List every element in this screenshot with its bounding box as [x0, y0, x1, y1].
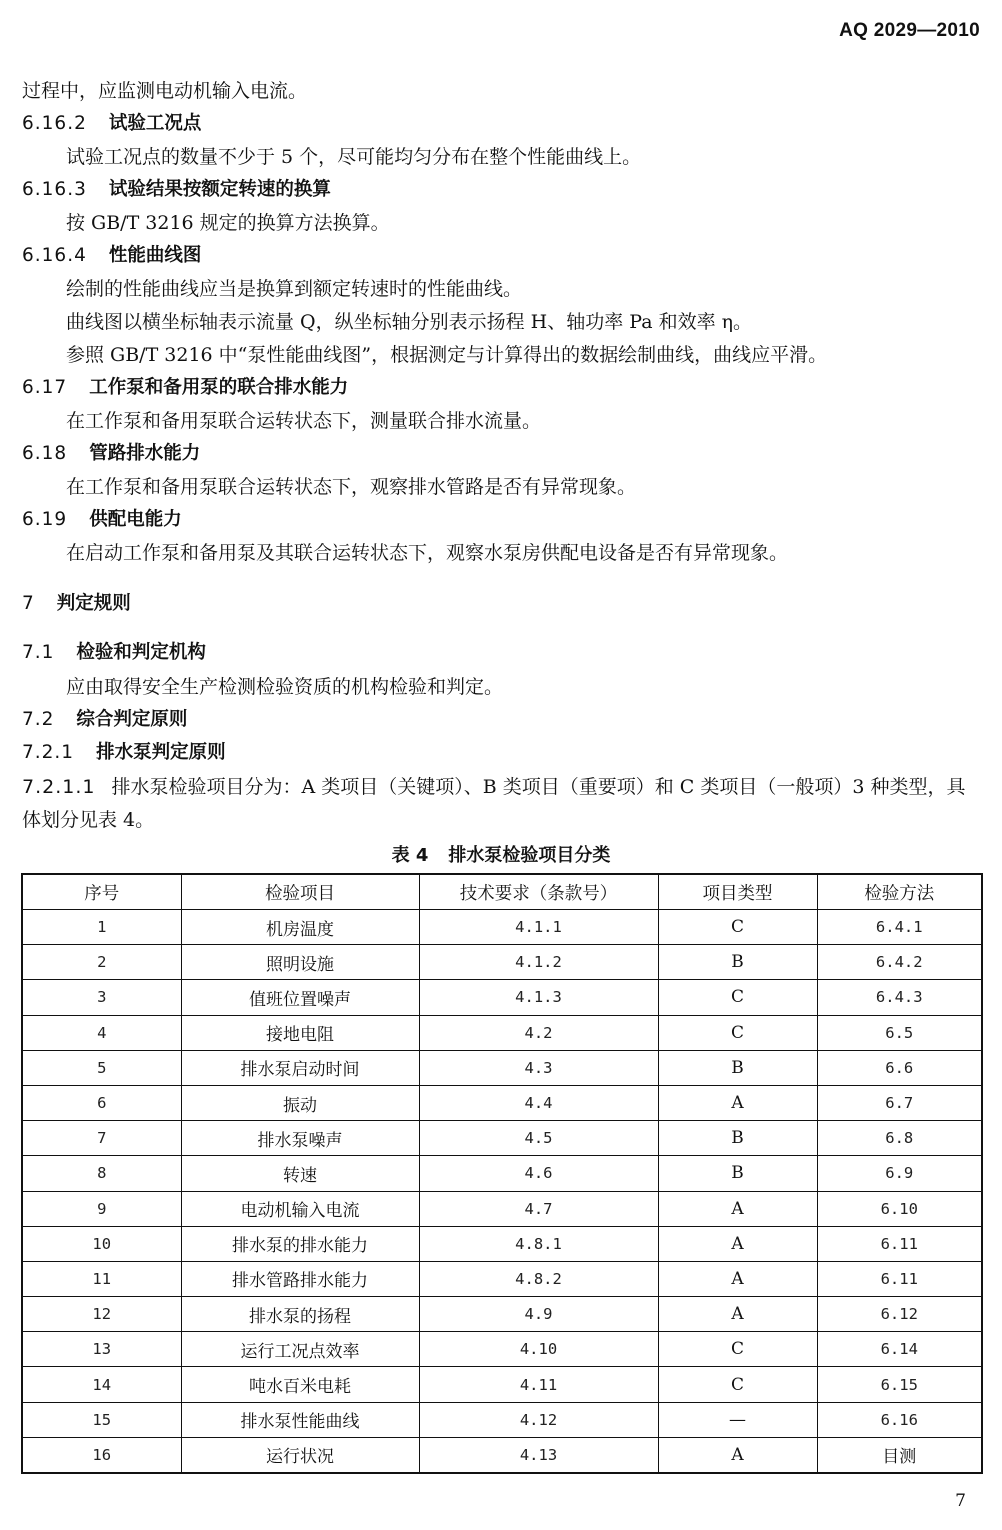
cell-type: A — [658, 1191, 817, 1226]
section-title: 检验和判定机构 — [76, 642, 206, 663]
cell-seq: 13 — [22, 1332, 181, 1367]
cell-method: 6.12 — [817, 1297, 982, 1332]
section-heading-6-19 — [22, 508, 182, 532]
section-title: 试验结果按额定转速的换算 — [108, 179, 331, 200]
cell-item: 机房温度 — [181, 910, 419, 945]
cell-requirement: 4.1.3 — [419, 980, 658, 1015]
table-row — [22, 1226, 982, 1261]
section-number: 6.17 — [22, 377, 68, 398]
section-heading-6-16-4 — [22, 244, 201, 268]
cell-item: 运行工况点效率 — [181, 1332, 419, 1367]
inspection-items-table — [21, 873, 983, 1474]
table-row — [22, 1402, 982, 1437]
cell-seq: 4 — [22, 1015, 181, 1050]
body-line: 绘制的性能曲线应当是换算到额定转速时的性能曲线。 — [66, 278, 523, 300]
cell-type: B — [658, 1121, 817, 1156]
clause-text: 排水泵检验项目分为：A 类项目（关键项）、B 类项目（重要项）和 C 类项目（一般项）3 种类型，具体划分见表 4。 — [22, 776, 966, 831]
section-heading-7-2 — [22, 708, 187, 732]
header-seq: 序号 — [22, 874, 181, 910]
table-row — [22, 1261, 982, 1296]
cell-requirement: 4.10 — [419, 1332, 658, 1367]
cell-seq: 2 — [22, 945, 181, 980]
section-title: 试验工况点 — [108, 113, 202, 134]
cell-type: B — [658, 945, 817, 980]
body-line: 参照 GB/T 3216 中“泵性能曲线图”，根据测定与计算得出的数据绘制曲线，曲线应平滑。 — [66, 344, 828, 366]
body-line: 在工作泵和备用泵联合运转状态下，观察排水管路是否有异常现象。 — [66, 476, 637, 498]
cell-requirement: 4.8.2 — [419, 1261, 658, 1296]
table-row — [22, 1085, 982, 1120]
section-number: 7.1 — [22, 642, 55, 663]
cell-seq: 7 — [22, 1121, 181, 1156]
cell-requirement: 4.6 — [419, 1156, 658, 1191]
cell-type: A — [658, 1085, 817, 1120]
cell-seq: 9 — [22, 1191, 181, 1226]
body-line: 在启动工作泵和备用泵及其联合运转状态下，观察水泵房供配电设备是否有异常现象。 — [66, 542, 789, 564]
table-caption — [0, 841, 1002, 867]
table-row — [22, 980, 982, 1015]
section-title: 工作泵和备用泵的联合排水能力 — [89, 377, 349, 398]
section-number: 6.19 — [22, 509, 68, 530]
cell-requirement: 4.7 — [419, 1191, 658, 1226]
cell-requirement: 4.1.1 — [419, 910, 658, 945]
cell-method: 6.8 — [817, 1121, 982, 1156]
section-heading-7-1 — [22, 641, 206, 665]
cell-requirement: 4.3 — [419, 1050, 658, 1085]
cell-requirement: 4.11 — [419, 1367, 658, 1402]
cell-requirement: 4.4 — [419, 1085, 658, 1120]
section-title: 排水泵判定原则 — [96, 742, 226, 763]
cell-seq: 5 — [22, 1050, 181, 1085]
section-number: 7.2.1 — [22, 742, 75, 763]
cell-item: 排水泵的排水能力 — [181, 1226, 419, 1261]
cell-seq: 10 — [22, 1226, 181, 1261]
cell-item: 振动 — [181, 1085, 419, 1120]
section-number: 6.16.4 — [22, 245, 87, 266]
cell-method: 6.4.1 — [817, 910, 982, 945]
cell-method: 6.6 — [817, 1050, 982, 1085]
cell-requirement: 4.9 — [419, 1297, 658, 1332]
cell-seq: 12 — [22, 1297, 181, 1332]
section-number: 6.16.3 — [22, 179, 87, 200]
body-line: 应由取得安全生产检测检验资质的机构检验和判定。 — [66, 676, 504, 698]
cell-item: 照明设施 — [181, 945, 419, 980]
table-header-row — [22, 874, 982, 910]
cell-item: 运行状况 — [181, 1437, 419, 1473]
body-line: 曲线图以横坐标轴表示流量 Q，纵坐标轴分别表示扬程 H、轴功率 Pa 和效率 η。 — [66, 311, 752, 333]
table-row — [22, 1437, 982, 1473]
table-row — [22, 1191, 982, 1226]
table-row — [22, 1156, 982, 1191]
cell-type: A — [658, 1437, 817, 1473]
cell-method: 6.15 — [817, 1367, 982, 1402]
cell-requirement: 4.13 — [419, 1437, 658, 1473]
cell-seq: 14 — [22, 1367, 181, 1402]
table-row — [22, 1121, 982, 1156]
cell-method: 6.9 — [817, 1156, 982, 1191]
body-line: 试验工况点的数量不少于 5 个，尽可能均匀分布在整个性能曲线上。 — [66, 146, 642, 168]
header-requirement: 技术要求（条款号） — [419, 874, 658, 910]
table-row — [22, 1015, 982, 1050]
section-heading-7-2-1 — [22, 741, 226, 765]
cell-type: C — [658, 1015, 817, 1050]
cell-type: C — [658, 910, 817, 945]
cell-item: 排水泵启动时间 — [181, 1050, 419, 1085]
cell-method: 6.14 — [817, 1332, 982, 1367]
cell-item: 排水泵的扬程 — [181, 1297, 419, 1332]
cell-type: A — [658, 1226, 817, 1261]
cell-method: 目测 — [817, 1437, 982, 1473]
cell-type: C — [658, 980, 817, 1015]
table-row — [22, 945, 982, 980]
section-title: 性能曲线图 — [108, 245, 202, 266]
cell-item: 排水泵性能曲线 — [181, 1402, 419, 1437]
cell-item: 排水泵噪声 — [181, 1121, 419, 1156]
cell-seq: 3 — [22, 980, 181, 1015]
cell-method: 6.11 — [817, 1226, 982, 1261]
cell-seq: 16 — [22, 1437, 181, 1473]
section-number: 7 — [22, 593, 35, 614]
cell-type: A — [658, 1261, 817, 1296]
table-title: 排水泵检验项目分类 — [448, 845, 611, 866]
cell-seq: 6 — [22, 1085, 181, 1120]
header-method: 检验方法 — [817, 874, 982, 910]
page-number: 7 — [955, 1491, 966, 1511]
document-id-header: AQ 2029—2010 — [839, 20, 980, 41]
cell-type: C — [658, 1367, 817, 1402]
cell-type: B — [658, 1156, 817, 1191]
table-number: 表 4 — [391, 845, 429, 866]
section-title: 判定规则 — [56, 593, 131, 614]
cell-method: 6.11 — [817, 1261, 982, 1296]
clause-7-2-1-1 — [22, 771, 982, 837]
section-heading-6-17 — [22, 376, 348, 400]
table-row — [22, 910, 982, 945]
section-title: 管路排水能力 — [89, 443, 201, 464]
section-heading-6-16-3 — [22, 178, 331, 202]
section-title: 供配电能力 — [89, 509, 182, 530]
cell-seq: 8 — [22, 1156, 181, 1191]
table-row — [22, 1332, 982, 1367]
cell-requirement: 4.12 — [419, 1402, 658, 1437]
cell-method: 6.10 — [817, 1191, 982, 1226]
header-type: 项目类型 — [658, 874, 817, 910]
section-number: 6.18 — [22, 443, 68, 464]
section-number: 7.2 — [22, 709, 55, 730]
cell-method: 6.7 — [817, 1085, 982, 1120]
section-title: 综合判定原则 — [76, 709, 188, 730]
body-line: 过程中，应监测电动机输入电流。 — [22, 80, 308, 102]
cell-type: C — [658, 1332, 817, 1367]
section-number: 6.16.2 — [22, 113, 87, 134]
cell-item: 接地电阻 — [181, 1015, 419, 1050]
cell-type: A — [658, 1297, 817, 1332]
cell-requirement: 4.8.1 — [419, 1226, 658, 1261]
cell-requirement: 4.1.2 — [419, 945, 658, 980]
cell-requirement: 4.5 — [419, 1121, 658, 1156]
cell-type: B — [658, 1050, 817, 1085]
section-heading-7 — [22, 592, 131, 616]
cell-item: 值班位置噪声 — [181, 980, 419, 1015]
section-number: 7.2.1.1 — [22, 776, 96, 798]
cell-seq: 15 — [22, 1402, 181, 1437]
cell-seq: 11 — [22, 1261, 181, 1296]
body-line: 在工作泵和备用泵联合运转状态下，测量联合排水流量。 — [66, 410, 542, 432]
table-row — [22, 1297, 982, 1332]
cell-method: 6.4.3 — [817, 980, 982, 1015]
cell-requirement: 4.2 — [419, 1015, 658, 1050]
section-heading-6-16-2 — [22, 112, 201, 136]
cell-item: 排水管路排水能力 — [181, 1261, 419, 1296]
cell-item: 转速 — [181, 1156, 419, 1191]
cell-seq: 1 — [22, 910, 181, 945]
table-body — [22, 910, 982, 1474]
cell-method: 6.5 — [817, 1015, 982, 1050]
cell-method: 6.4.2 — [817, 945, 982, 980]
cell-item: 吨水百米电耗 — [181, 1367, 419, 1402]
section-heading-6-18 — [22, 442, 200, 466]
table-row — [22, 1367, 982, 1402]
cell-type: — — [658, 1402, 817, 1437]
cell-method: 6.16 — [817, 1402, 982, 1437]
table-row — [22, 1050, 982, 1085]
header-item: 检验项目 — [181, 874, 419, 910]
cell-item: 电动机输入电流 — [181, 1191, 419, 1226]
body-line: 按 GB/T 3216 规定的换算方法换算。 — [66, 212, 390, 234]
